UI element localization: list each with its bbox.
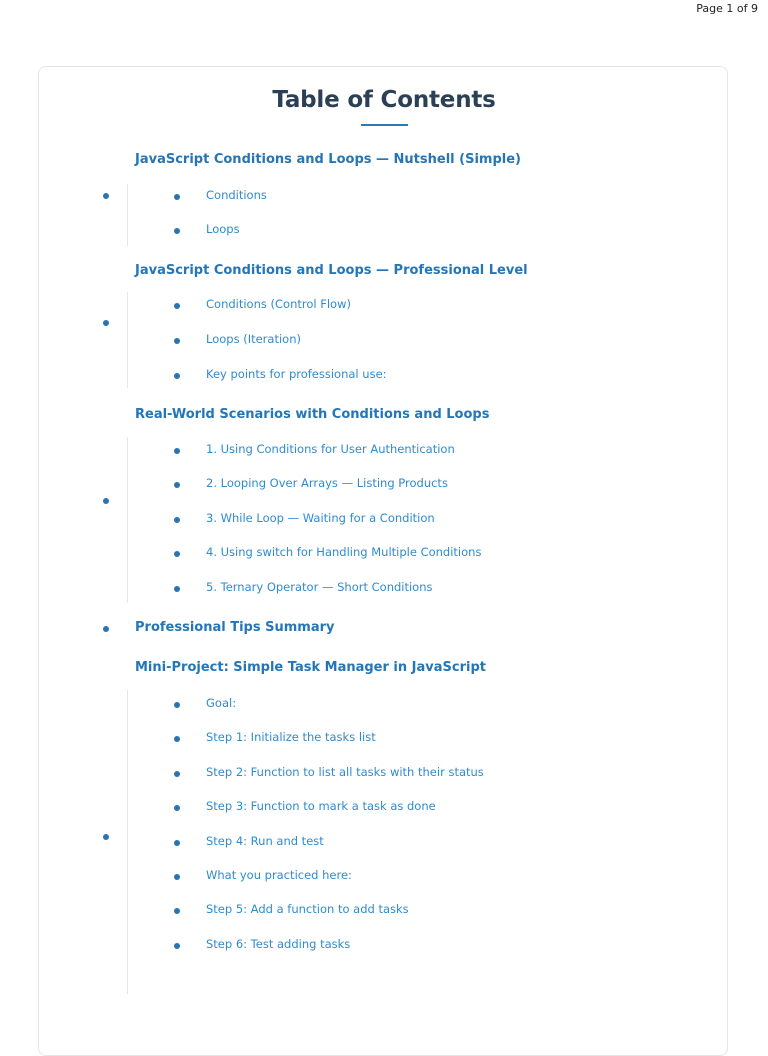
toc-item[interactable]: Step 1: Initialize the tasks list	[206, 730, 376, 744]
toc-item[interactable]: What you practiced here:	[206, 868, 352, 882]
section-divider-line	[127, 437, 128, 603]
toc-item[interactable]: Conditions (Control Flow)	[206, 297, 351, 311]
bullet-icon	[174, 805, 180, 811]
toc-section-title[interactable]: JavaScript Conditions and Loops — Nutshell (Simple)	[135, 152, 521, 167]
bullet-icon	[174, 908, 180, 914]
section-divider-line	[127, 184, 128, 246]
bullet-icon	[174, 702, 180, 708]
section-divider-line	[127, 292, 128, 388]
bullet-icon	[174, 448, 180, 454]
bullet-icon	[174, 736, 180, 742]
toc-section-title[interactable]: JavaScript Conditions and Loops — Professional Level	[135, 263, 528, 278]
page-number: Page 1 of 9	[696, 2, 758, 15]
toc-title: Table of Contents	[272, 87, 496, 113]
toc-item[interactable]: Step 6: Test adding tasks	[206, 937, 351, 951]
title-underline	[361, 124, 408, 126]
toc-item[interactable]: Loops	[206, 222, 240, 236]
bullet-icon	[174, 194, 180, 200]
toc-section-title[interactable]: Real-World Scenarios with Conditions and Loops	[135, 407, 490, 422]
toc-item[interactable]: 2. Looping Over Arrays — Listing Products	[206, 476, 448, 490]
bullet-icon	[174, 228, 180, 234]
toc-item[interactable]: Goal:	[206, 696, 237, 710]
bullet-icon	[174, 840, 180, 846]
toc-item[interactable]: Step 5: Add a function to add tasks	[206, 902, 409, 916]
bullet-icon	[174, 551, 180, 557]
toc-item[interactable]: Step 3: Function to mark a task as done	[206, 799, 436, 813]
bullet-icon	[174, 943, 180, 949]
section-bullet-icon	[103, 626, 109, 632]
toc-item[interactable]: Step 4: Run and test	[206, 834, 324, 848]
toc-item[interactable]: 5. Ternary Operator — Short Conditions	[206, 580, 433, 594]
toc-item[interactable]: 1. Using Conditions for User Authentication	[206, 442, 455, 456]
bullet-icon	[174, 874, 180, 880]
toc-section-title[interactable]: Professional Tips Summary	[135, 620, 335, 635]
bullet-icon	[174, 373, 180, 379]
toc-item[interactable]: Step 2: Function to list all tasks with their status	[206, 765, 484, 779]
section-bullet-icon	[103, 834, 109, 840]
toc-item[interactable]: Loops (Iteration)	[206, 332, 301, 346]
toc-item[interactable]: 3. While Loop — Waiting for a Condition	[206, 511, 435, 525]
section-bullet-icon	[103, 320, 109, 326]
bullet-icon	[174, 517, 180, 523]
bullet-icon	[174, 482, 180, 488]
section-bullet-icon	[103, 193, 109, 199]
bullet-icon	[174, 338, 180, 344]
bullet-icon	[174, 771, 180, 777]
toc-item[interactable]: Conditions	[206, 188, 267, 202]
bullet-icon	[174, 586, 180, 592]
toc-item[interactable]: Key points for professional use:	[206, 367, 387, 381]
toc-section-title[interactable]: Mini-Project: Simple Task Manager in JavaScript	[135, 660, 486, 675]
section-bullet-icon	[103, 498, 109, 504]
bullet-icon	[174, 303, 180, 309]
toc-item[interactable]: 4. Using switch for Handling Multiple Conditions	[206, 545, 482, 559]
section-divider-line	[127, 690, 128, 994]
